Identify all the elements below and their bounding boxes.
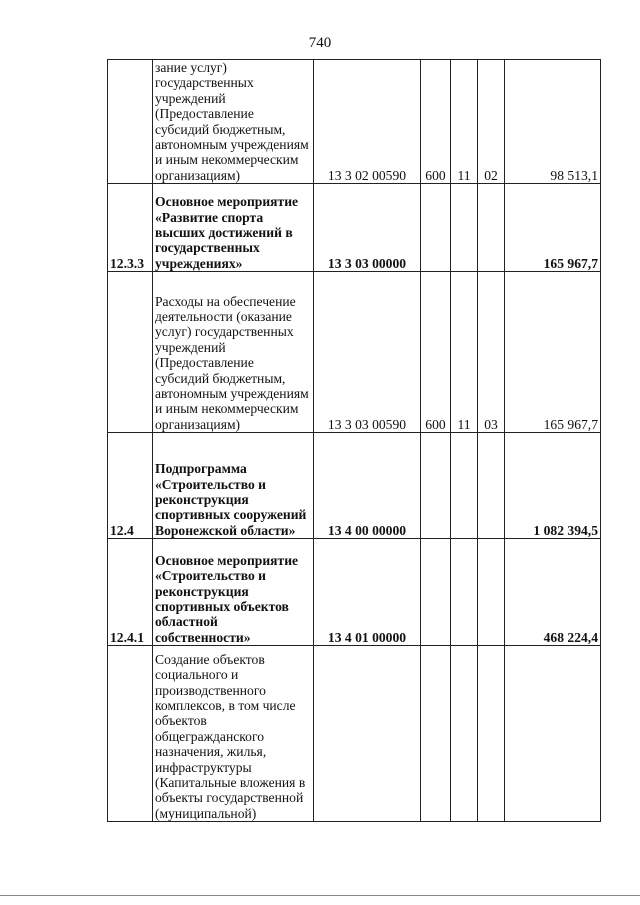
row-number-cell: 12.4 [108,433,153,539]
budget-table [107,59,601,822]
row-rz-cell [451,539,478,646]
row-name-cell: Подпрограмма «Строительство и реконструкция спортивных сооружений Воронежской области» [153,433,314,539]
row-pr-cell [478,646,505,822]
row-amount-cell: 165 967,7 [505,184,601,272]
bottom-rule [0,895,640,896]
row-number-cell [108,60,153,184]
row-rz-cell [451,184,478,272]
table-row [108,60,601,184]
row-pr-cell: 03 [478,272,505,433]
row-name-cell: Расходы на обеспечение деятельности (оказание услуг) государственных учреждений (Предоставление субсидий бюджетным, автономным учреждениям и иным некоммерческим организациям) [153,272,314,433]
row-number-cell [108,272,153,433]
row-pr-cell [478,433,505,539]
row-rz-cell: 11 [451,272,478,433]
row-amount-cell: 468 224,4 [505,539,601,646]
table-row [108,539,601,646]
row-name-cell: Создание объектов социального и производственного комплексов, в том числе объектов общегражданского назначения, жилья, инфраструктуры (Капитальные вложения в объекты государственной (муниципальной) [153,646,314,822]
row-code-cell: 13 4 00 00000 [314,433,421,539]
row-code-cell: 13 3 03 00590 [314,272,421,433]
table-row [108,184,601,272]
row-code-cell [314,646,421,822]
page-number: 740 [308,35,332,51]
row-number-cell: 12.4.1 [108,539,153,646]
row-vr-cell: 600 [421,272,451,433]
row-rz-cell [451,433,478,539]
row-rz-cell [451,646,478,822]
row-vr-cell [421,433,451,539]
row-vr-cell [421,539,451,646]
row-vr-cell [421,646,451,822]
row-vr-cell: 600 [421,60,451,184]
row-amount-cell [505,646,601,822]
row-number-cell: 12.3.3 [108,184,153,272]
row-code-cell: 13 3 02 00590 [314,60,421,184]
row-name-cell: Основное мероприятие «Строительство и реконструкция спортивных объектов областной собственности» [153,539,314,646]
row-number-cell [108,646,153,822]
row-name-cell: Основное мероприятие «Развитие спорта высших достижений в государственных учреждениях» [153,184,314,272]
row-vr-cell [421,184,451,272]
row-amount-cell: 98 513,1 [505,60,601,184]
row-name-cell: зание услуг) государственных учреждений (Предоставление субсидий бюджетным, автономным учреждениям и иным некоммерческим организациям) [153,60,314,184]
table-row [108,272,601,433]
row-pr-cell: 02 [478,60,505,184]
row-amount-cell: 1 082 394,5 [505,433,601,539]
table-row [108,646,601,822]
row-rz-cell: 11 [451,60,478,184]
row-amount-cell: 165 967,7 [505,272,601,433]
row-code-cell: 13 3 03 00000 [314,184,421,272]
row-code-cell: 13 4 01 00000 [314,539,421,646]
row-pr-cell [478,539,505,646]
row-pr-cell [478,184,505,272]
table-row [108,433,601,539]
